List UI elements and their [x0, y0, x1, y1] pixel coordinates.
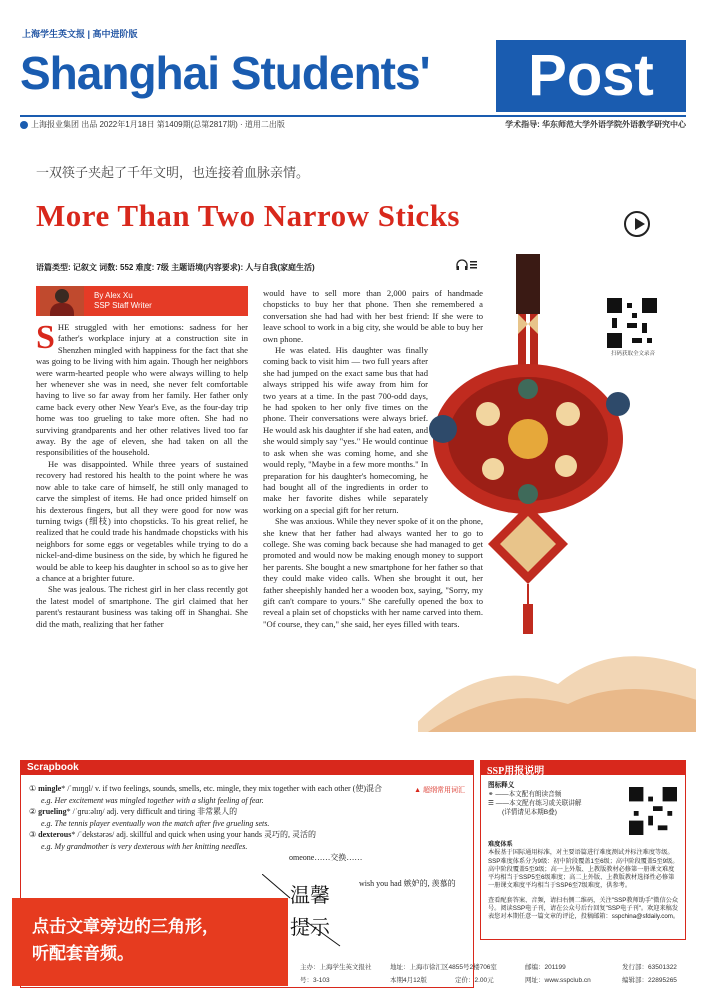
- ssp-icon-legend: [488, 781, 638, 817]
- issue-info: 上海报业集团 出品 2022年1月18日 第1409期(总第2817期) · 道用二出版: [31, 120, 285, 129]
- drop-cap: S: [36, 319, 55, 356]
- footer-price: 定价：2.00元: [455, 977, 494, 984]
- publisher-logo-icon: [20, 121, 28, 129]
- play-audio-icon[interactable]: [624, 211, 650, 237]
- footer-dept: 发行部：63501322: [622, 964, 677, 971]
- overlay-line-2: 听配套音频。: [32, 944, 134, 964]
- newspaper-logo: [20, 40, 686, 112]
- logo-text-right: Post: [496, 40, 686, 112]
- ssp-contact-text: 查看配套答案、音频，请扫右侧二维码，关注"SSP教师助手"微信公众号。阅读SSP电子刊，请在公众号后台回复"SSP电子刊"。欢迎来稿发表您对本期任意一篇文章的评论，投稿邮箱：sspchina@sfdaily.com。: [488, 896, 680, 921]
- scrapbook-legend: ▲ 超纲常用词汇: [414, 787, 465, 794]
- vocab-entry: ① mingle* /ˈmɪŋɡl/ v. if two feelings, sounds, smells, etc. mingle, they mix together with each other (使)混合: [29, 784, 382, 793]
- qr-code-icon[interactable]: [607, 298, 657, 348]
- byline: [36, 286, 248, 316]
- paragraph-5: He was elated. His daughter was finally coming back to visit him — two full years after she had jumped on the exact same bus that had always stripped his wife away from him for two years at a time. In the past 700-odd days, he had spoken to her only five times on the phone. Their conversations were always brief. He would ask his daughter if she had eaten, and she would simply say "yes." He would continue to ask when she was coming home, and she would reply, "Maybe in a few more months." In preparation for his daughter's homecoming, he had bought all of the ingredients in order to make her favorite dishes while separately working on a special gift for her return.: [263, 345, 428, 515]
- footer-date: 本期4月12版: [390, 977, 427, 984]
- paragraph-6: She was anxious. While they never spoke of it on the phone, she knew that her father had always wanted her to go to college. She was coming back because she had managed to get promoted and would now be making enough money to support her parents. She bought a new smartphone for her father so that they could make video calls. When she brought it out, her father sheepishly handed her a wooden box, saying, "Sorry, my gift can't compare to yours." She carefully opened the box to reveal a plain set of chopsticks with her name carved into them. "Of course, they can," she said, her eyes filled with tears.: [263, 516, 483, 629]
- vocab-example: e.g. The tennis player eventually won the match after five grueling sets.: [41, 818, 270, 828]
- logo-text-left: Shanghai Students': [20, 47, 430, 99]
- footer: [260, 961, 686, 995]
- footer-site[interactable]: 网址：www.sspclub.cn: [525, 977, 591, 984]
- ssp-difficulty: [488, 841, 680, 922]
- overlay-line-1: 点击文章旁边的三角形，: [32, 917, 219, 937]
- article-subtitle: 一双筷子夹起了千年文明，也连接着血脉亲情。: [36, 165, 310, 180]
- ssp-header: [481, 761, 685, 775]
- qr-code-icon[interactable]: [629, 787, 677, 835]
- ssp-section-title: 难度体系: [488, 841, 513, 848]
- headphones-icon: ⚭: [488, 791, 494, 798]
- footer-zip: 邮编：201199: [525, 964, 566, 971]
- list-icon: ☰: [488, 800, 494, 807]
- vocab-list: [29, 783, 469, 889]
- author-photo: [40, 286, 84, 316]
- vocab-partial-line: wish you had 嫉妒的, 羡慕的: [359, 878, 456, 888]
- article-headline: More Than Two Narrow Sticks: [36, 198, 460, 233]
- academic-advisor: 学术指导: 华东师范大学外语学院外语教学研究中心: [505, 120, 686, 129]
- ssp-line-exercise: ☰ ——本文配有练习或关联讲解: [488, 800, 582, 807]
- byline-role: SSP Staff Writer: [94, 301, 152, 310]
- qr-code-label: 扫码获取全文录音: [610, 351, 655, 357]
- footer-address: 地址：上海市徐汇区4855号2楼706室: [390, 964, 497, 971]
- issue-bar: [20, 115, 686, 131]
- footer-edit: 编辑部：22895265: [622, 977, 677, 984]
- byline-author: By Alex Xu: [94, 291, 133, 300]
- paragraph-3: She was jealous. The richest girl in her class recently got the latest model of smartphone. The girl claimed that her parent's restaurant business was taking off in Shanghai. She did the math, realizing that her father: [36, 584, 248, 629]
- tip-line-1: 温馨: [290, 885, 330, 907]
- vocab-example: e.g. My grandmother is very dexterous with her knitting needles.: [41, 841, 248, 851]
- masthead-edition: 上海学生英文报 | 高中进阶版: [22, 29, 138, 39]
- scrapbook-header: [21, 761, 473, 775]
- article-column-1: [36, 319, 248, 630]
- vocab-entry: ② grueling* /ˈɡruːəlɪŋ/ adj. very difficult and tiring 非常累人的: [29, 807, 238, 816]
- ssp-section-title: 图标释义: [488, 782, 515, 789]
- ssp-line-audio: ⚭ ——本文配有朗读音频: [488, 791, 562, 798]
- audio-tip-overlay[interactable]: [12, 898, 288, 986]
- ssp-guide-box: [480, 760, 686, 940]
- footer-publisher: 主办：上海学生英文报社: [300, 964, 372, 971]
- ssp-title: SSP用报说明: [487, 766, 545, 777]
- ssp-line-note: (详情请见本期B叠): [502, 809, 557, 816]
- ssp-difficulty-text: 本报基于国际通用标准，对主要语篇进行难度测试并标注难度等级。SSP难度体系分为9级：初中阶段覆盖1至6级；高中阶段覆盖5至9级。高中阶段覆盖5至9级；高一上外版、上教版教材必修第一册课文难度平均相当于SSP5至6级难度；高二上外版、上教版教材选择性必修第一册课文难度平均相当于SSP6至7级难度，供参考。: [488, 849, 679, 890]
- paragraph-4: would have to sell more than 2,000 pairs of handmade chopsticks to buy her that phone. Then she remembered a conversation she had had with her best friend: If she were to leave school to work in a big city, she would be able to buy her own phone.: [263, 288, 483, 344]
- paragraph-1: SHE struggled with her emotions: sadness for her father's workplace injury at a construction site in Shenzhen mingled with happiness for the fact that she was going to be living with him again. Though her neighbors were warm-hearted people who were always willing to help her whenever she was in need, she never felt comfortable having to live so far away from her family. Her father only came back every other New Year's Eve, as the four-day trip home was too grueling to take more often. She had no surviving grandparents and her other relatives lived too far away. By the age of eleven, she had taken on all the responsibilities of the household.: [36, 319, 248, 458]
- footer-code: 号：3-103: [300, 977, 330, 984]
- vocab-partial-line: omeone……交换……: [289, 853, 363, 862]
- tip-line-2: 提示: [290, 917, 330, 939]
- vocab-example: e.g. Her excitement was mingled together with a slight feeling of fear.: [41, 795, 264, 805]
- scrapbook-title: Scrapbook: [27, 762, 79, 773]
- article-meta: 语篇类型: 记叙文 词数: 552 难度: 7级 主题语境(内容要求): 人与自我(家庭生活): [36, 263, 315, 272]
- paragraph-2: He was disappointed. While three years of sustained recovery had restored his health to the point where he was now able to take care of himself, he still only managed to carve the simplest of items. He had once prided himself on his dexterous fingers, but all they were good for now was turning twigs (细枝) into chopsticks. To his great relief, he realized that he could trade his handmade chopsticks with his neighbors for some eggs or vegetables while trying to do a nickel-and-dime business on the side, by which he figured he would be able to keep his daughter in school so as to give her a chance at a brighter future.: [36, 458, 248, 583]
- vocab-entry: ③ dexterous* /ˈdekstərəs/ adj. skillful and quick when using your hands 灵巧的, 灵活的: [29, 830, 316, 839]
